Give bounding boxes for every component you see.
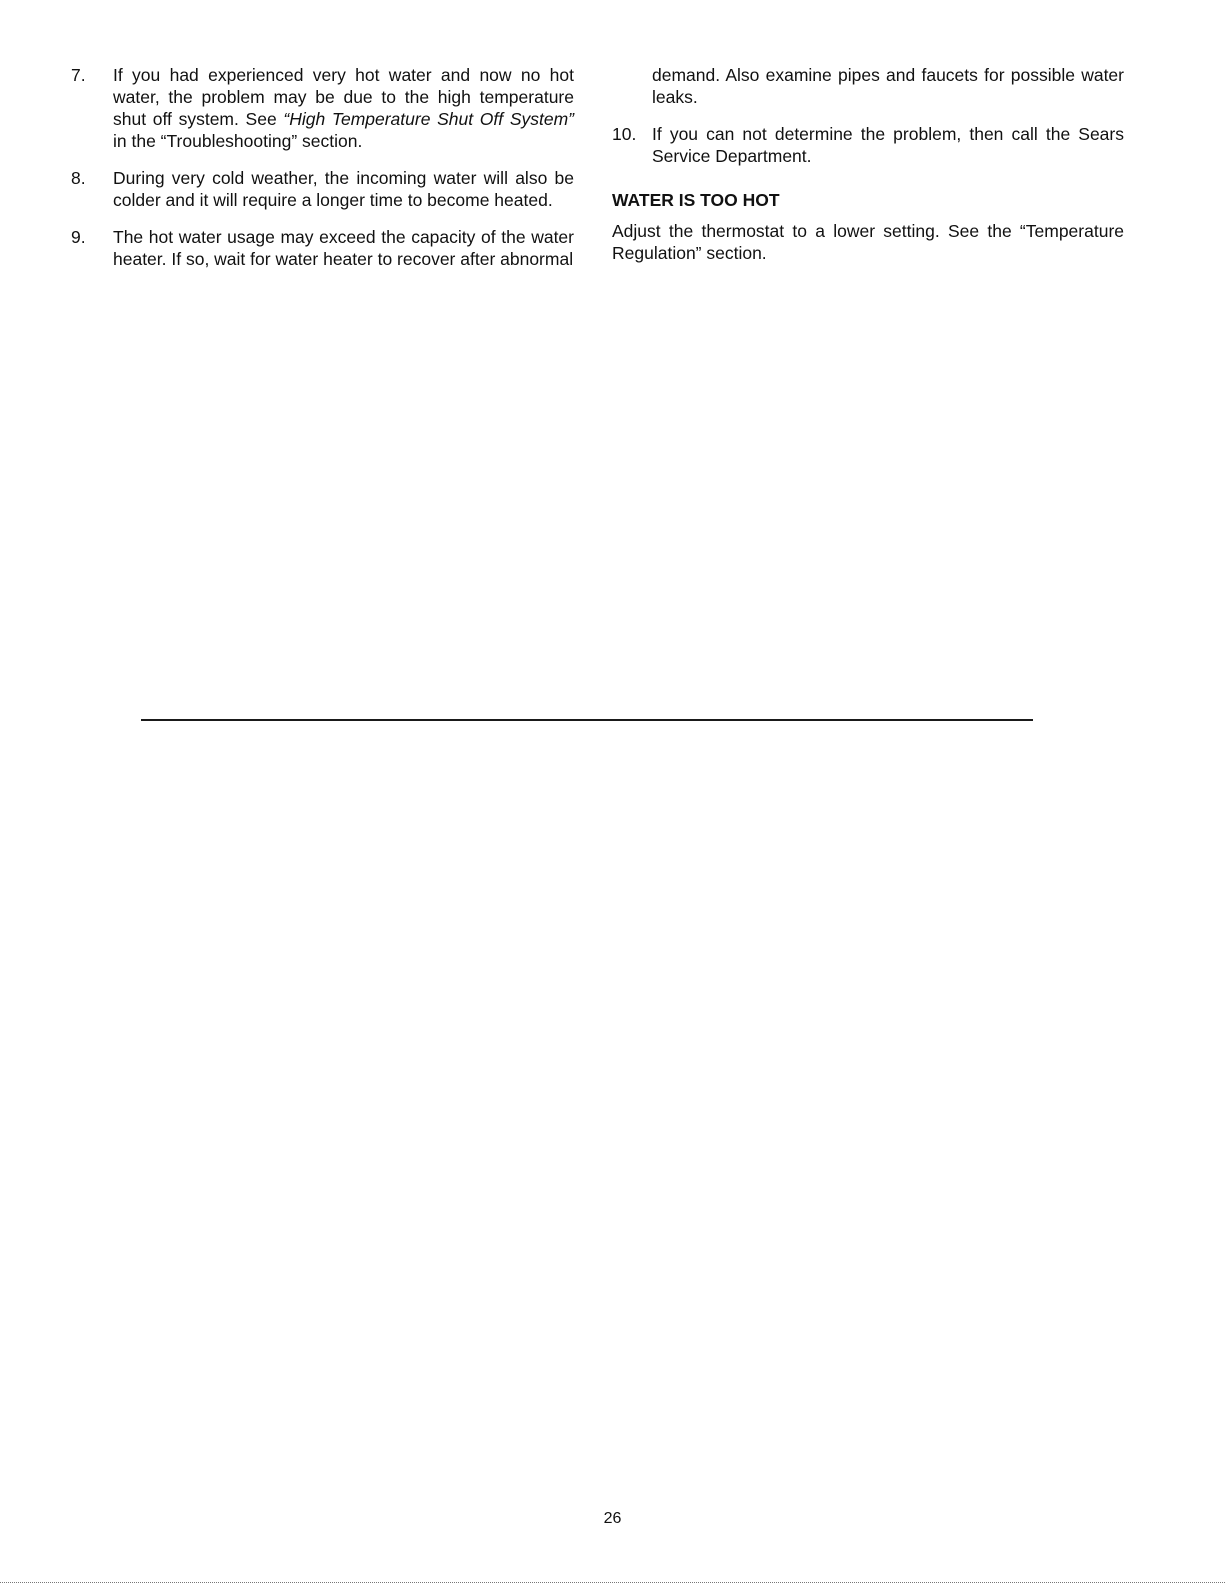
list-item-9-continuation: demand. Also examine pipes and faucets for possible water leaks. — [652, 65, 1124, 107]
item-number: 8. — [71, 168, 86, 188]
item-number: 10. — [612, 124, 637, 144]
italic-reference: “High Temperature Shut Off System” — [283, 109, 574, 129]
left-column — [68, 64, 574, 285]
item-number: 7. — [71, 65, 86, 85]
section-heading: WATER IS TOO HOT — [612, 190, 780, 210]
item-text-end: in the “Troubleshooting” section. — [113, 131, 363, 151]
item-text: During very cold weather, the incoming water will also be colder and it will require a longer time to become heated. — [113, 168, 574, 210]
section-paragraph: Adjust the thermostat to a lower setting. See the “Temperature Regulation” section. — [612, 221, 1124, 263]
list-item-8 — [68, 167, 574, 211]
item-number: 9. — [71, 227, 86, 247]
horizontal-rule — [141, 719, 1033, 721]
page-number: 26 — [603, 1510, 622, 1527]
scan-edge-line — [0, 1582, 1225, 1583]
item-text: If you had experienced very hot water and now no hot water, the problem may be due to the high temperature shut off system. See — [113, 65, 574, 129]
list-item-10 — [612, 123, 1124, 167]
list-item-9 — [68, 226, 574, 270]
right-column — [612, 64, 1124, 264]
item-text: The hot water usage may exceed the capacity of the water heater. If so, wait for water heater to recover after abnormal — [113, 227, 574, 269]
list-item-7 — [68, 64, 574, 152]
item-text: If you can not determine the problem, then call the Sears Service Department. — [652, 124, 1124, 166]
